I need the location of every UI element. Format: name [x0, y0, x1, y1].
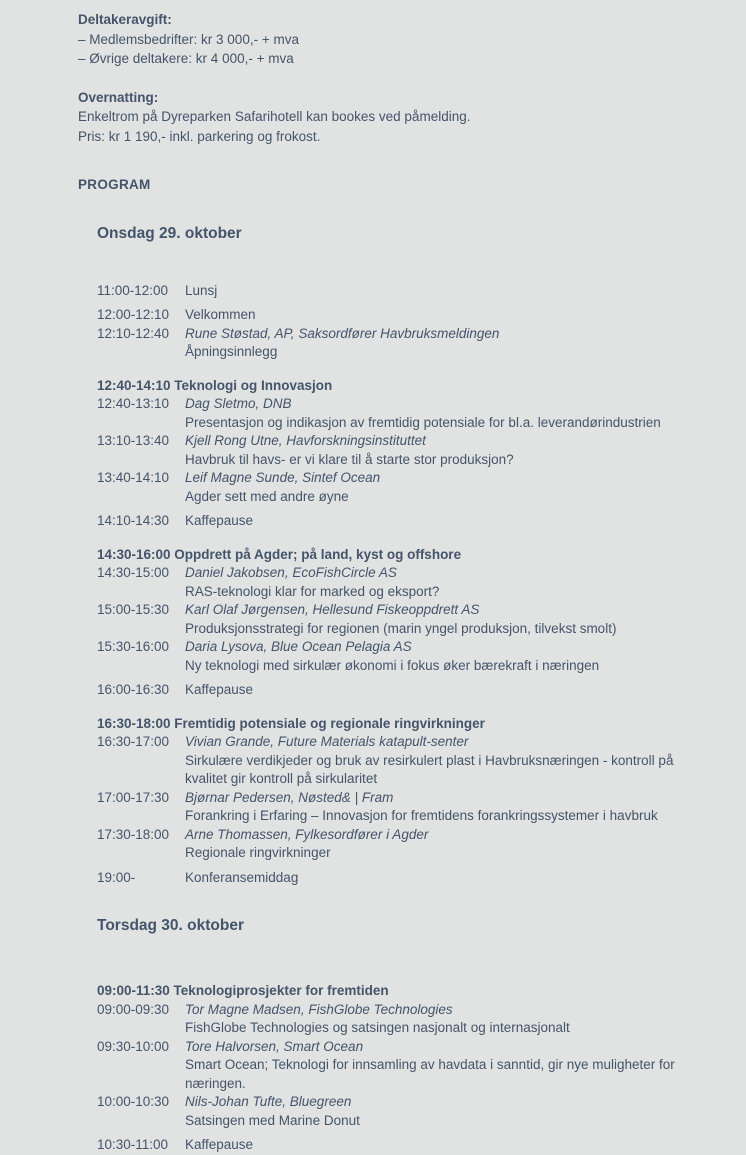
session-time: 09:30-10:00: [97, 1038, 170, 1054]
session-topic: RAS-teknologi klar for marked og eksport?: [185, 583, 440, 599]
session-time: 15:30-16:00: [97, 639, 170, 654]
session-row: [97, 432, 698, 469]
lodging-title: Overnatting:: [78, 89, 159, 105]
session-content: [185, 1038, 698, 1094]
session-time: 19:00-: [97, 869, 136, 885]
session-content: [185, 282, 217, 301]
session-time: 11:00-12:00: [97, 282, 169, 298]
fee-line-members: – Medlemsbedrifter: kr 3 000,- + mva: [78, 31, 299, 47]
session-content: [185, 306, 256, 325]
session-label: Kaffepause: [185, 1137, 254, 1152]
session-time: 17:30-18:00: [97, 826, 170, 842]
program-block: [97, 982, 698, 1155]
session-row: [97, 306, 698, 325]
session-content: [185, 789, 658, 826]
session-content: [185, 869, 298, 888]
session-content: [185, 512, 253, 531]
session-speaker: Rune Støstad, AP, Saksordfører Havbruksmeldingen: [185, 325, 500, 341]
session-row: [97, 733, 698, 789]
session-row: [97, 638, 698, 675]
session-content: [185, 564, 439, 601]
session-label: Kaffepause: [185, 682, 254, 697]
program-heading: PROGRAM: [78, 177, 151, 192]
session-speaker: Dag Sletmo, DNB: [185, 396, 292, 411]
lodging-section: [78, 88, 698, 147]
day-body: [97, 282, 698, 888]
session-speaker: Leif Magne Sunde, Sintef Ocean: [185, 470, 381, 485]
session-time: 14:10-14:30: [97, 513, 170, 528]
session-time: 09:00-09:30: [97, 1001, 170, 1017]
session-label: Velkommen: [185, 307, 256, 322]
session-time: 15:00-15:30: [97, 602, 170, 617]
session-time: 10:00-10:30: [97, 1094, 170, 1109]
block-heading: 14:30-16:00 Oppdrett på Agder; på land, kyst og offshore: [97, 546, 462, 562]
session-row: [97, 1093, 698, 1130]
session-row: [97, 1136, 698, 1155]
block-heading: 09:00-11:30 Teknologiprosjekter for fremtiden: [97, 983, 389, 998]
session-topic: Agder sett med andre øyne: [185, 488, 349, 504]
session-topic: Havbruk til havs- er vi klare til å starte stor produksjon?: [185, 451, 514, 467]
lodging-line-price: Pris: kr 1 190,- inkl. parkering og frokost.: [78, 128, 321, 144]
session-speaker: Kjell Rong Utne, Havforskningsinstituttet: [185, 433, 426, 448]
session-content: [185, 1093, 360, 1130]
session-speaker: Nils-Johan Tufte, Bluegreen: [185, 1094, 352, 1109]
session-time: 13:40-14:10: [97, 470, 170, 485]
day-section: [97, 224, 698, 888]
program-block: [97, 282, 698, 362]
session-label: Konferansemiddag: [185, 869, 299, 885]
session-content: [185, 733, 698, 789]
session-topic: Åpningsinnlegg: [185, 344, 278, 359]
session-row: [97, 869, 698, 888]
session-content: [185, 681, 253, 700]
session-row: [97, 512, 698, 531]
session-label: Lunsj: [185, 282, 218, 298]
session-content: [185, 1001, 570, 1038]
session-row: [97, 395, 698, 432]
session-content: [185, 601, 616, 638]
session-time: 16:30-17:00: [97, 734, 170, 749]
session-topic: Satsingen med Marine Donut: [185, 1112, 360, 1128]
session-row: [97, 1038, 698, 1094]
session-content: [185, 826, 428, 863]
session-speaker: Daniel Jakobsen, EcoFishCircle AS: [185, 565, 397, 580]
lodging-line-room: Enkeltrom på Dyreparken Safarihotell kan bookes ved påmelding.: [78, 109, 471, 124]
session-speaker: Vivian Grande, Future Materials katapult-senter: [185, 734, 469, 749]
session-speaker: Daria Lysova, Blue Ocean Pelagia AS: [185, 639, 412, 654]
session-content: [185, 469, 380, 506]
fee-section: [78, 10, 698, 69]
session-row: [97, 681, 698, 700]
session-topic: Sirkulære verdikjeder og bruk av resirkulert plast i Havbruksnæringen - kontroll på kvalitet gir kontroll på sirkularitet: [185, 752, 674, 786]
session-content: [185, 325, 499, 362]
session-row: [97, 282, 698, 301]
session-topic: Forankring i Erfaring – Innovasjon for fremtidens forankringssystemer i havbruk: [185, 808, 658, 823]
session-time: 16:00-16:30: [97, 682, 170, 697]
session-time: 17:00-17:30: [97, 789, 170, 805]
day-title: Onsdag 29. oktober: [97, 224, 242, 242]
session-speaker: Karl Olaf Jørgensen, Hellesund Fiskeoppdrett AS: [185, 602, 480, 617]
session-row: [97, 325, 698, 362]
session-topic: Produksjonsstrategi for regionen (marin yngel produksjon, tilvekst smolt): [185, 620, 617, 636]
session-topic: Regionale ringvirkninger: [185, 845, 331, 860]
fee-line-others: – Øvrige deltakere: kr 4 000,- + mva: [78, 51, 294, 66]
session-content: [185, 432, 514, 469]
session-topic: FishGlobe Technologies og satsingen nasjonalt og internasjonalt: [185, 1020, 570, 1035]
session-speaker: Tore Halvorsen, Smart Ocean: [185, 1038, 364, 1054]
session-speaker: Tor Magne Madsen, FishGlobe Technologies: [185, 1001, 453, 1017]
session-row: [97, 469, 698, 506]
session-time: 12:40-13:10: [97, 396, 170, 411]
session-row: [97, 1001, 698, 1038]
session-topic: Smart Ocean; Teknologi for innsamling av havdata i sanntid, gir nye muligheter for næringen.: [185, 1057, 675, 1091]
block-heading: 12:40-14:10 Teknologi og Innovasjon: [97, 377, 333, 393]
session-topic: Presentasjon og indikasjon av fremtidig potensiale for bl.a. leverandørindustrien: [185, 414, 661, 430]
program-days: [78, 224, 698, 1155]
program-block: [97, 377, 698, 531]
program-block: [97, 715, 698, 888]
session-label: Kaffepause: [185, 513, 254, 528]
session-content: [185, 638, 599, 675]
session-row: [97, 789, 698, 826]
session-content: [185, 1136, 253, 1155]
session-row: [97, 826, 698, 863]
session-row: [97, 564, 698, 601]
fee-title: Deltakeravgift:: [78, 12, 172, 27]
session-time: 13:10-13:40: [97, 433, 170, 448]
session-content: [185, 395, 661, 432]
program-block: [97, 546, 698, 700]
session-time: 10:30-11:00: [97, 1137, 169, 1152]
day-title: Torsdag 30. oktober: [97, 917, 244, 934]
session-speaker: Bjørnar Pedersen, Nøsted& | Fram: [185, 789, 394, 805]
program-document: [78, 10, 698, 1155]
day-section: [97, 916, 698, 1155]
session-speaker: Arne Thomassen, Fylkesordfører i Agder: [185, 826, 429, 842]
session-time: 12:00-12:10: [97, 307, 170, 322]
session-row: [97, 601, 698, 638]
session-time: 14:30-15:00: [97, 565, 170, 580]
session-topic: Ny teknologi med sirkulær økonomi i fokus øker bærekraft i næringen: [185, 657, 600, 673]
session-time: 12:10-12:40: [97, 325, 170, 341]
day-body: [97, 982, 698, 1155]
block-heading: 16:30-18:00 Fremtidig potensiale og regionale ringvirkninger: [97, 715, 485, 731]
